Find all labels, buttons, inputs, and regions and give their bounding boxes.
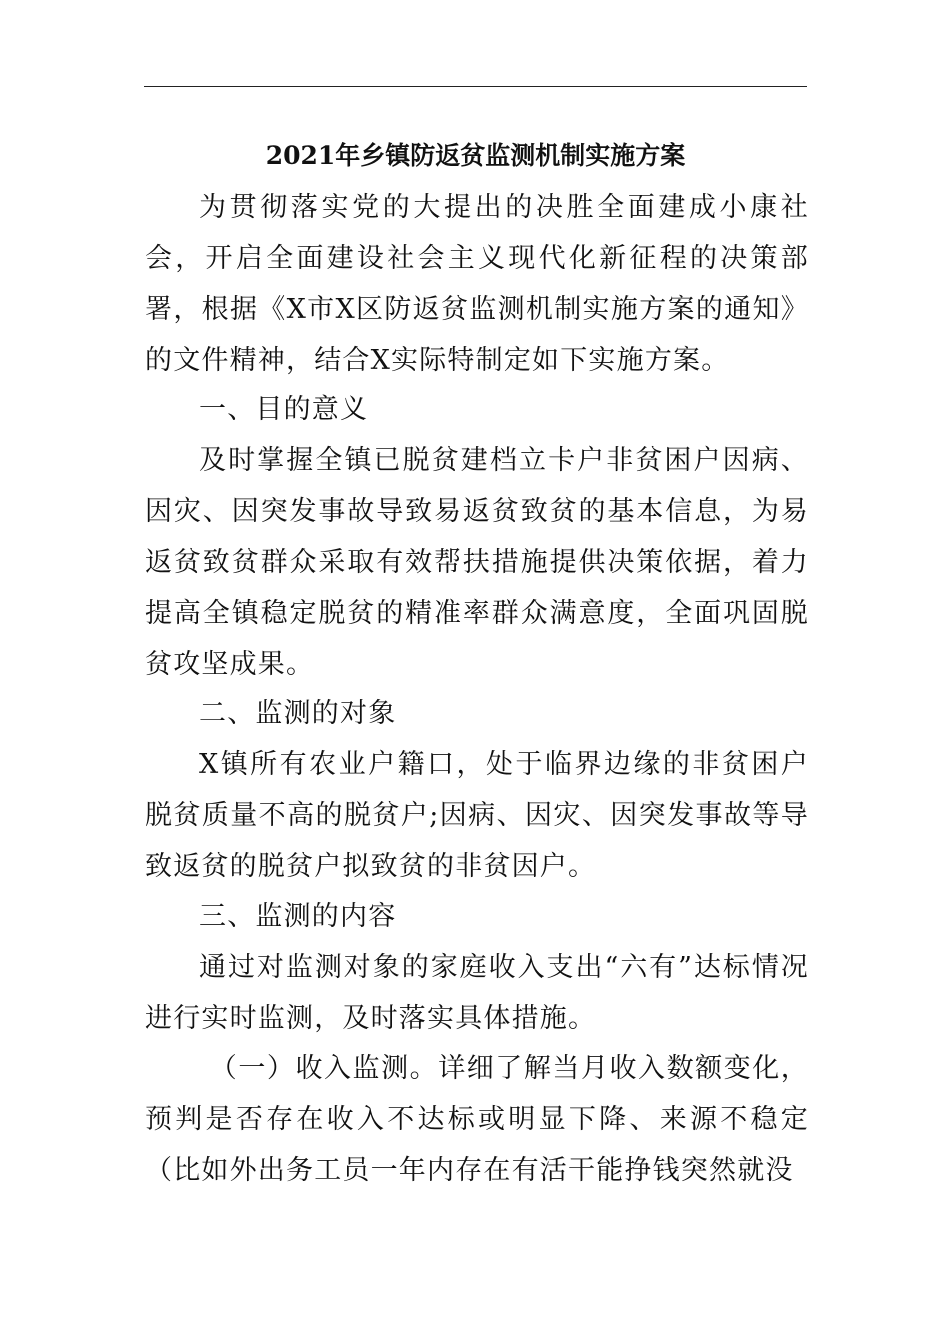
paragraph-purpose: 及时掌握全镇已脱贫建档立卡户非贫困户因病、因灾、因突发事故导致易返贫致贫的基本信息，为易返贫致贫群众采取有效帮扶措施提供决策依据，着力提高全镇稳定脱贫的精准率群众满意度，全面巩固脱贫攻坚成果。 xyxy=(145,445,809,680)
paragraph-intro: 为贯彻落实党的大提出的决胜全面建成小康社会，开启全面建设社会主义现代化新征程的决策部署，根据《X市X区防返贫监测机制实施方案的通知》的文件精神，结合X实际特制定如下实施方案。 xyxy=(145,192,809,376)
paragraph-income-monitoring: （一）收入监测。详细了解当月收入数额变化，预判是否存在收入不达标或明显下降、来源不稳定（比如外出务工员一年内存在有活干能挣钱突然就没 xyxy=(145,1053,809,1186)
paragraph-targets: X镇所有农业户籍口，处于临界边缘的非贫困户脱贫质量不高的脱贫户;因病、因灾、因突发事故等导致返贫的脱贫户拟致贫的非贫因户。 xyxy=(145,749,809,882)
header-rule xyxy=(144,86,807,87)
document-title: 2021年乡镇防返贫监测机制实施方案 xyxy=(265,141,686,170)
paragraph-content: 通过对监测对象的家庭收入支出“六有”达标情况进行实时监测，及时落实具体措施。 xyxy=(145,952,809,1034)
section-heading-targets: 二、监测的对象 xyxy=(199,698,397,729)
section-heading-purpose: 一、目的意义 xyxy=(199,394,369,425)
section-heading-content: 三、监测的内容 xyxy=(199,901,397,932)
